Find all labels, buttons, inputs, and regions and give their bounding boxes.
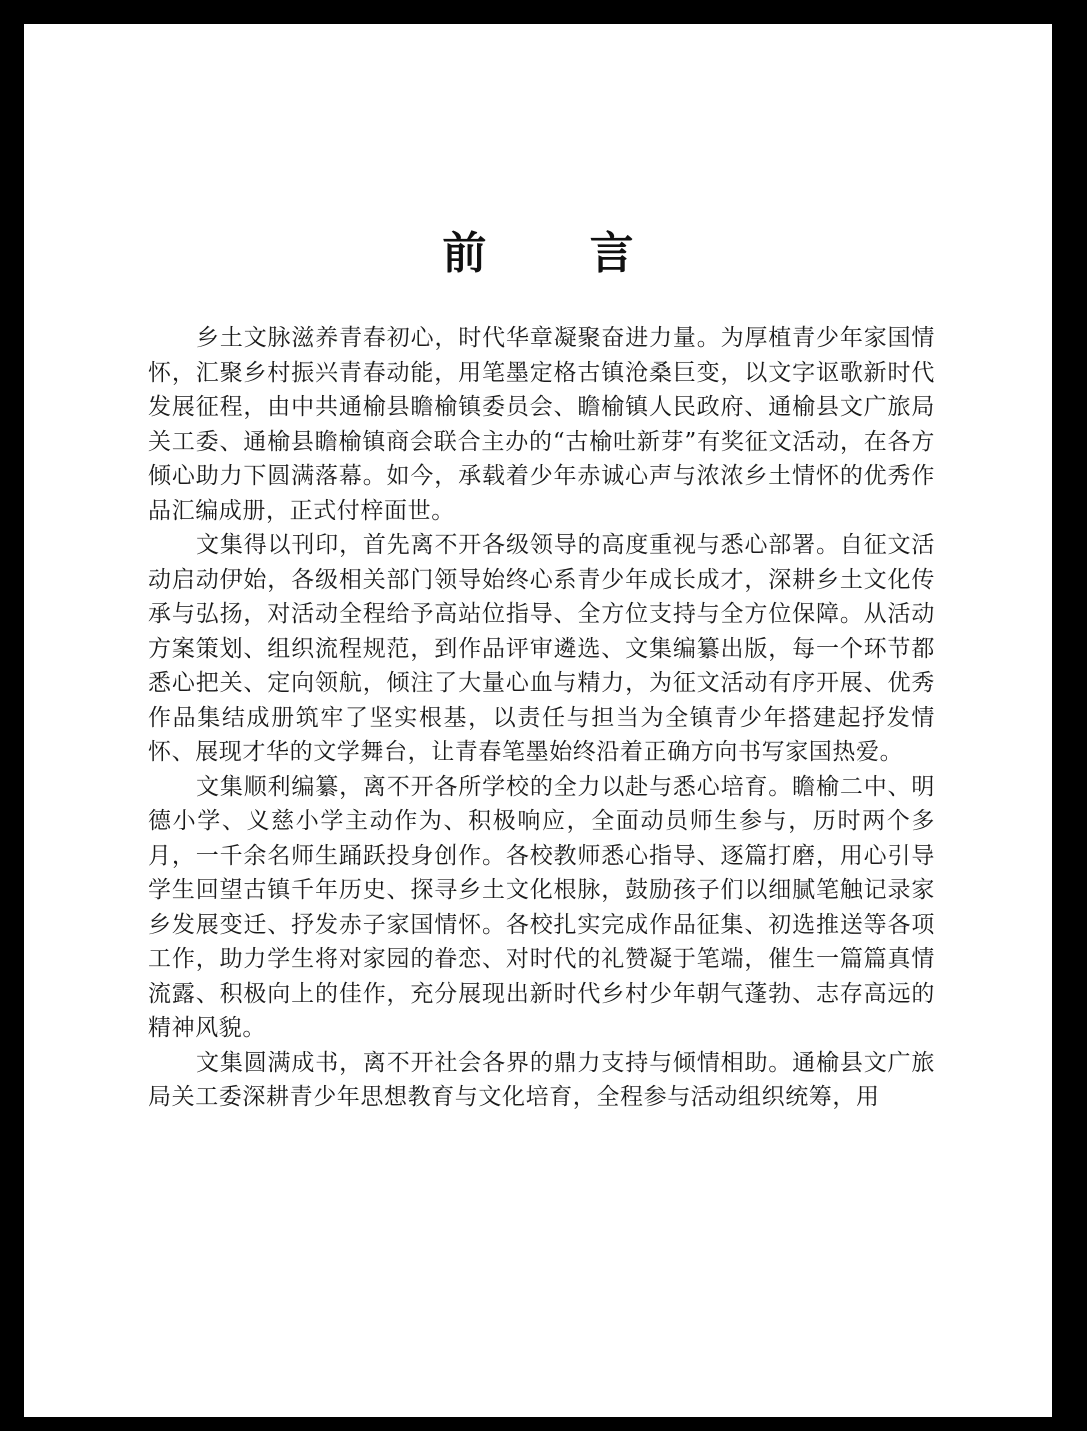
- paragraph: 乡土文脉滋养青春初心，时代华章凝聚奋进力量。为厚植青少年家国情怀，汇聚乡村振兴青春动能，用笔墨定格古镇沧桑巨变，以文字讴歌新时代发展征程，由中共通榆县瞻榆镇委员会、瞻榆镇人民政府、通榆县文广旅局关工委、通榆县瞻榆镇商会联合主办的“古榆吐新芽”有奖征文活动，在各方倾心助力下圆满落幕。如今，承载着少年赤诚心声与浓浓乡土情怀的优秀作品汇编成册，正式付梓面世。: [148, 325, 935, 524]
- document-page: [24, 24, 1052, 1417]
- body-text: [148, 321, 935, 1115]
- page-title: 前 言: [442, 228, 678, 279]
- paragraph: 文集顺利编纂，离不开各所学校的全力以赴与悉心培育。瞻榆二中、明德小学、义慈小学主动作为、积极响应，全面动员师生参与，历时两个多月，一千余名师生踊跃投身创作。各校教师悉心指导、逐篇打磨，用心引导学生回望古镇千年历史、探寻乡土文化根脉，鼓励孩子们以细腻笔触记录家乡发展变迁、抒发赤子家国情怀。各校扎实完成作品征集、初选推送等各项工作，助力学生将对家园的眷恋、对时代的礼赞凝于笔端，催生一篇篇真情流露、积极向上的佳作，充分展现出新时代乡村少年朝气蓬勃、志存高远的精神风貌。: [148, 773, 935, 1041]
- paragraph: 文集圆满成书，离不开社会各界的鼎力支持与倾情相助。通榆县文广旅局关工委深耕青少年思想教育与文化培育，全程参与活动组织统筹，用: [148, 1049, 935, 1110]
- paragraph: 文集得以刊印，首先离不开各级领导的高度重视与悉心部署。自征文活动启动伊始，各级相关部门领导始终心系青少年成长成才，深耕乡土文化传承与弘扬，对活动全程给予高站位指导、全方位支持与全方位保障。从活动方案策划、组织流程规范，到作品评审遴选、文集编纂出版，每一个环节都悉心把关、定向领航，倾注了大量心血与精力，为征文活动有序开展、优秀作品集结成册筑牢了坚实根基，以责任与担当为全镇青少年搭建起抒发情怀、展现才华的文学舞台，让青春笔墨始终沿着正确方向书写家国热爱。: [148, 532, 935, 765]
